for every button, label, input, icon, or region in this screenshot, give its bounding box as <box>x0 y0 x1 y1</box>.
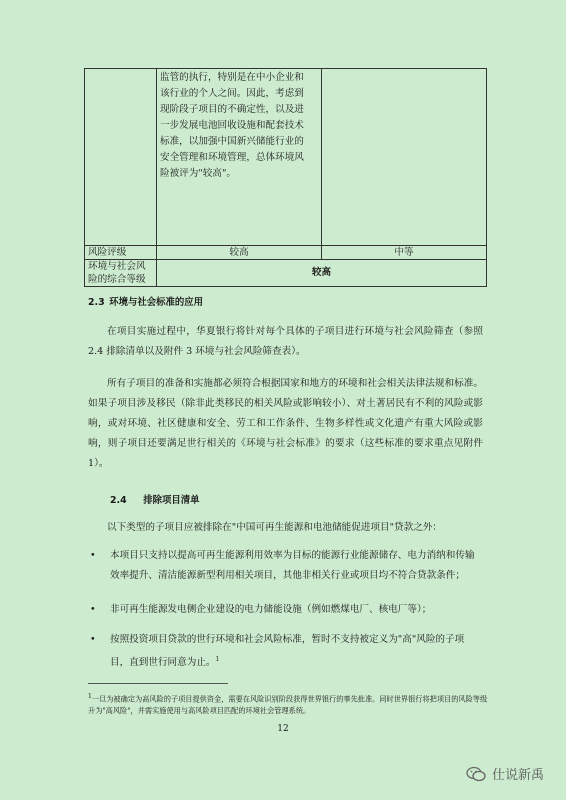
list-item <box>90 600 483 620</box>
footnote-ref: 1 <box>215 656 220 663</box>
list-item-text: 按照投资项目贷款的世行环境和社会风险标准，暂时不支持被定义为"高"风险的子项目，直到世行同意为止。 <box>110 634 465 669</box>
list-item-text: 非可再生能源发电侧企业建设的电力储能设施（例如燃煤电厂、核电厂等）； <box>110 604 432 615</box>
bullet-icon: • <box>90 604 96 615</box>
section-heading <box>88 294 203 308</box>
section-heading <box>110 492 200 506</box>
bullet-icon: • <box>90 550 96 561</box>
wechat-icon <box>466 766 486 782</box>
table-row <box>85 69 487 246</box>
table-row <box>85 246 487 260</box>
paragraph: 以下类型的子项目应被排除在"中国可再生能源和电池储能促进项目"贷款之外： <box>107 522 443 533</box>
overall-value: 较高 <box>157 260 487 287</box>
rating-social: 中等 <box>322 246 487 260</box>
footnote-text: 一旦为被确定为高风险的子项目提供资金，需要在风险识别阶段获得世界银行的事先批准。同时世界银行将把项目的风险等级升为"高风险"，并需实施使用与高风险项目匹配的环境社会管理系统。 <box>88 694 488 716</box>
watermark-text: 仕说新禹 <box>491 768 544 783</box>
section-title: 排除项目清单 <box>143 495 200 506</box>
section-number: 2.3 <box>88 297 105 308</box>
risk-rating-table <box>84 68 487 287</box>
footnote-divider <box>88 683 228 684</box>
section-title: 环境与社会标准的应用 <box>109 297 204 308</box>
table-cell <box>157 69 322 246</box>
list-item-text: 本项目只支持以提高可再生能源利用效率为目标的能源行业能源储存、电力消纳和传输效率提升、清洁能源新型利用相关项目，其他非相关行业或项目均不符合贷款条件； <box>110 550 475 581</box>
watermark <box>466 764 544 783</box>
bullet-icon: • <box>90 634 96 645</box>
rating-label: 风险评级 <box>85 246 157 260</box>
list-item <box>90 546 483 586</box>
table-cell <box>85 69 157 246</box>
list-item <box>90 630 483 673</box>
rating-env: 较高 <box>157 246 322 260</box>
assessment-text: 监管的执行，特别是在中小企业和 该行业的个人之间。因此，考虑到 现阶段子项目的不确定性，以及进 一步发展电池回收设施和配套技术 标准，以加强中国新兴储能行业的 安全管理和环境管理，总体环境风 险被评为"较高"。 <box>160 72 304 179</box>
footnote-mark: 1 <box>88 693 92 700</box>
footnote <box>88 691 488 717</box>
overall-label: 环境与社会风 险的综合等级 <box>85 260 157 287</box>
table-row <box>85 260 487 287</box>
table-cell <box>322 69 487 246</box>
section-number: 2.4 <box>110 495 127 506</box>
page-number: 12 <box>277 724 289 734</box>
paragraph: 在项目实施过程中，华夏银行将针对每个具体的子项目进行环境与社会风险筛查（参照 2.4 排除清单以及附件 3 环境与社会风险筛查表）。 <box>88 326 483 357</box>
paragraph: 所有子项目的准备和实施都必须符合根据国家和地方的环境和社会相关法律法规和标准。如果子项目涉及移民（除非此类移民的相关风险或影响较小）、对土著居民有不利的风险或影响，或对环境、社区健康和安全、劳工和工作条件、生物多样性或文化遗产有重大风险或影响，则子项目还要满足世行相关的《环境与社会标准》的要求（这些标准的要求重点见附件 1）。 <box>88 378 483 469</box>
